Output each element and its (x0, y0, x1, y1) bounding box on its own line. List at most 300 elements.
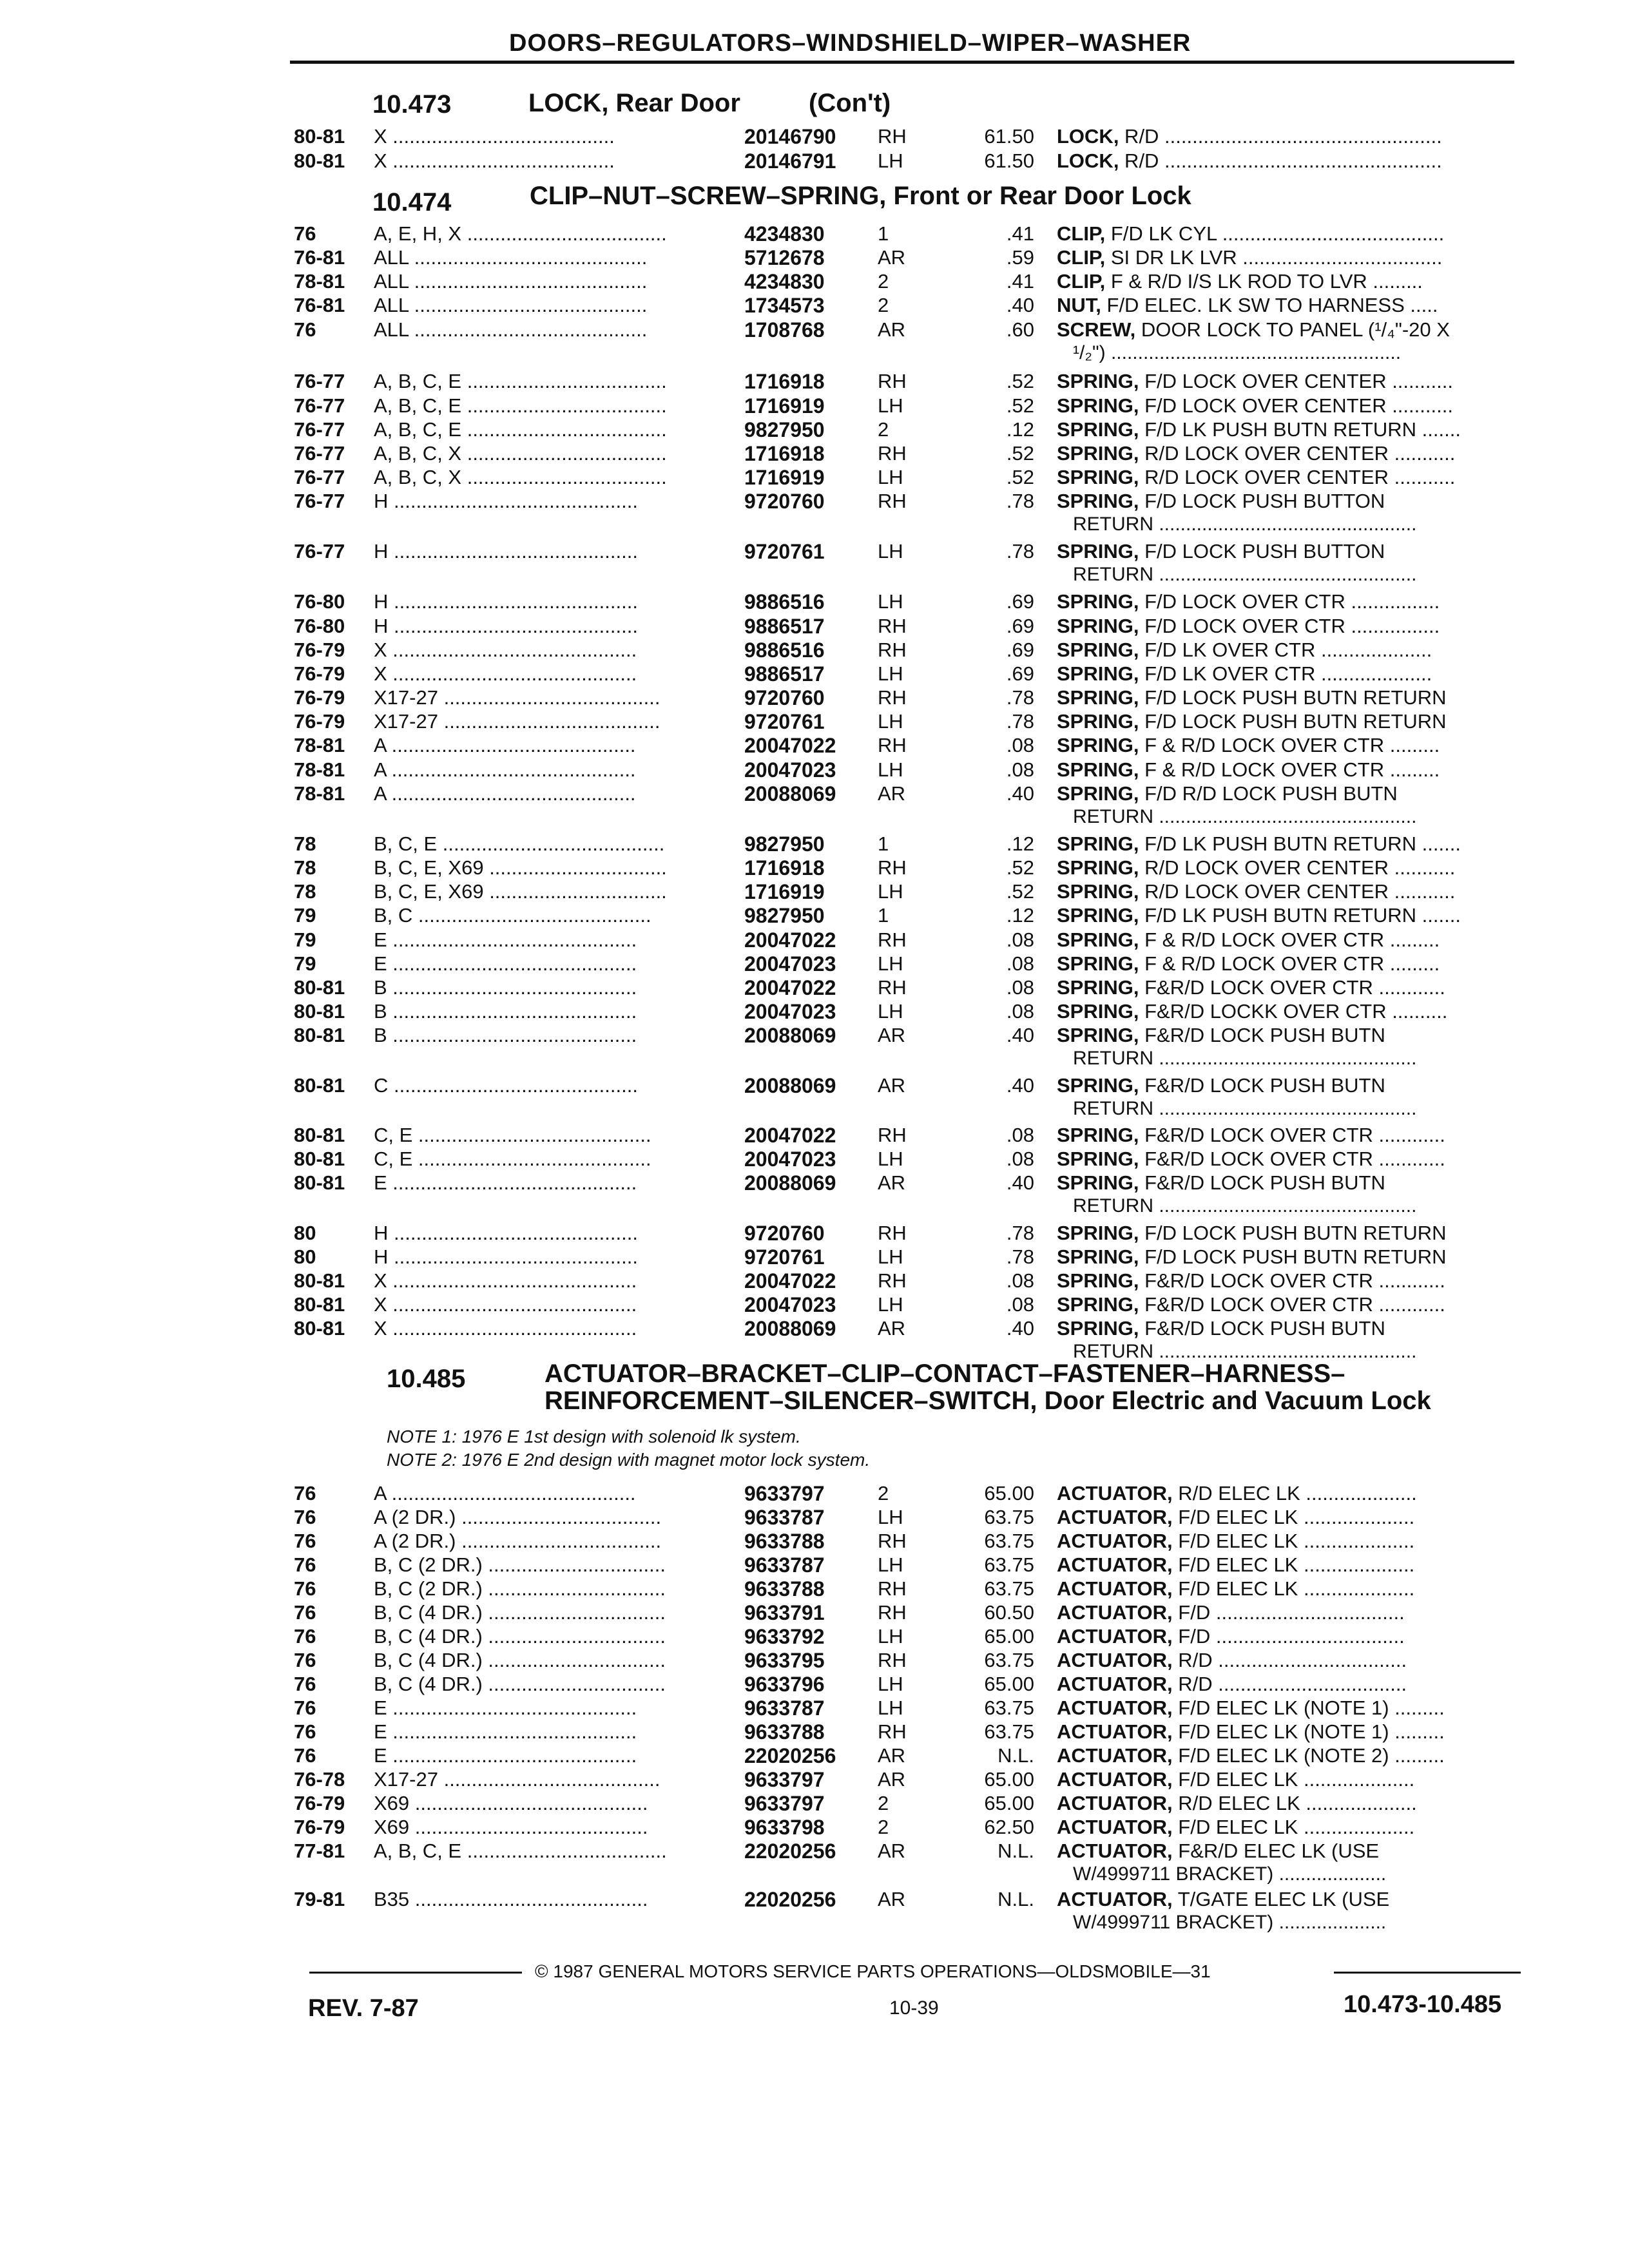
part-number: 22020256 (744, 1840, 836, 1863)
part-number: 20047023 (744, 952, 836, 975)
price: .52 (1006, 394, 1034, 417)
side-qty: RH (878, 928, 907, 951)
year-range: 76 (294, 1482, 316, 1504)
model-code: B ............................................ (374, 1000, 637, 1023)
model-code: ALL .......................................... (374, 270, 648, 293)
part-description (1057, 1317, 1521, 1340)
part-detail: F & R/D LOCK OVER CTR ......... (1139, 952, 1440, 975)
part-name: ACTUATOR, (1057, 1744, 1173, 1767)
table-row (0, 1317, 1629, 1341)
part-name: SPRING, (1057, 590, 1139, 613)
price: 65.00 (984, 1673, 1034, 1695)
part-number: 1716918 (744, 442, 825, 465)
table-row (0, 928, 1629, 952)
part-description (1057, 1024, 1521, 1047)
side-qty: RH (878, 615, 907, 637)
part-description (1057, 1840, 1521, 1863)
year-range: 78 (294, 880, 316, 903)
part-number: 9633788 (744, 1577, 825, 1600)
price: 65.00 (984, 1768, 1034, 1791)
price: .12 (1006, 832, 1034, 855)
table-row (0, 1744, 1629, 1768)
part-name: SPRING, (1057, 540, 1139, 562)
side-qty: LH (878, 880, 903, 903)
price: .52 (1006, 442, 1034, 465)
part-detail: F&R/D LOCK PUSH BUTN (1139, 1317, 1385, 1340)
part-description (1057, 590, 1521, 613)
table-row (0, 466, 1629, 490)
year-range: 80-81 (294, 1124, 345, 1146)
year-range: 77-81 (294, 1840, 345, 1862)
part-number: 9633797 (744, 1792, 825, 1815)
side-qty: LH (878, 1000, 903, 1023)
price: .78 (1006, 1245, 1034, 1268)
price: .08 (1006, 928, 1034, 951)
part-detail: F/D LOCK PUSH BUTN RETURN (1139, 710, 1447, 733)
part-description (1057, 1744, 1521, 1767)
side-qty: LH (878, 1293, 903, 1316)
part-description (1057, 370, 1521, 393)
year-range: 76 (294, 222, 316, 245)
price: .08 (1006, 1124, 1034, 1146)
year-range: 80-81 (294, 125, 345, 148)
part-detail: F/D LOCK OVER CTR ................ (1139, 590, 1440, 613)
model-code: B, C, E, X69 ................................ (374, 856, 667, 879)
side-qty: RH (878, 1649, 907, 1671)
description-continuation: W/4999711 BRACKET) .................... (1073, 1863, 1387, 1885)
part-detail: F&R/D LOCK PUSH BUTN (1139, 1024, 1385, 1046)
part-number: 4234830 (744, 222, 825, 245)
part-description (1057, 1000, 1521, 1023)
year-range: 76 (294, 1577, 316, 1600)
year-range: 76-79 (294, 1792, 345, 1814)
part-number: 1716918 (744, 370, 825, 393)
table-row (0, 880, 1629, 904)
part-number: 9827950 (744, 832, 825, 856)
part-detail: R/D .................................. (1172, 1673, 1407, 1695)
part-name: SPRING, (1057, 952, 1139, 975)
model-code: C ............................................ (374, 1074, 638, 1097)
model-code: ALL .......................................... (374, 246, 648, 269)
price: .52 (1006, 466, 1034, 488)
table-row (0, 952, 1629, 976)
part-name: ACTUATOR, (1057, 1530, 1173, 1552)
part-detail: R/D LOCK OVER CENTER ........... (1139, 442, 1456, 465)
part-description (1057, 1222, 1521, 1245)
year-range: 80 (294, 1245, 316, 1268)
part-name: ACTUATOR, (1057, 1625, 1173, 1648)
part-number: 20088069 (744, 1171, 836, 1195)
part-detail: F/D LOCK PUSH BUTN RETURN (1139, 686, 1447, 709)
year-range: 76 (294, 1553, 316, 1576)
table-row (0, 1074, 1629, 1098)
part-detail: F&R/D LOCK OVER CTR ............ (1139, 976, 1445, 999)
part-description (1057, 1888, 1521, 1911)
part-detail: R/D LOCK OVER CENTER ........... (1139, 856, 1456, 879)
table-row (0, 1816, 1629, 1840)
part-description (1057, 1720, 1521, 1744)
model-code: X17-27 ....................................... (374, 710, 660, 733)
part-name: SPRING, (1057, 615, 1139, 637)
description-continuation: RETURN ................................................ (1073, 1048, 1417, 1069)
part-number: 9633796 (744, 1673, 825, 1696)
price: N.L. (998, 1840, 1034, 1862)
price: N.L. (998, 1744, 1034, 1767)
price: .78 (1006, 490, 1034, 512)
side-qty: RH (878, 1530, 907, 1552)
side-qty: RH (878, 1577, 907, 1600)
part-name: SPRING, (1057, 686, 1139, 709)
table-row (0, 1840, 1629, 1863)
part-detail: R/D ELEC LK .................... (1172, 1482, 1417, 1504)
price: .41 (1006, 270, 1034, 293)
table-row (0, 222, 1629, 246)
part-name: LOCK, (1057, 125, 1119, 148)
description-continuation: RETURN ................................................ (1073, 514, 1417, 535)
side-qty: LH (878, 1625, 903, 1648)
part-name: SPRING, (1057, 880, 1139, 903)
part-detail: F&R/D LOCK OVER CTR ............ (1139, 1124, 1445, 1146)
year-range: 76 (294, 1673, 316, 1695)
table-row (0, 686, 1629, 710)
part-name: ACTUATOR, (1057, 1816, 1173, 1838)
part-number: 20047022 (744, 976, 836, 999)
part-name: ACTUATOR, (1057, 1720, 1173, 1743)
section-number: 10.485 (387, 1365, 466, 1393)
side-qty: RH (878, 490, 907, 512)
part-name: ACTUATOR, (1057, 1673, 1173, 1695)
part-name: SPRING, (1057, 734, 1139, 756)
table-row (0, 1720, 1629, 1744)
model-code: X69 .......................................... (374, 1792, 648, 1814)
part-detail: F&R/D LOCKK OVER CTR .......... (1139, 1000, 1448, 1023)
part-description (1057, 1148, 1521, 1171)
part-number: 9633788 (744, 1720, 825, 1744)
model-code: B ............................................ (374, 1024, 637, 1046)
table-row (0, 782, 1629, 806)
part-number: 22020256 (744, 1744, 836, 1767)
price: .52 (1006, 856, 1034, 879)
part-name: ACTUATOR, (1057, 1888, 1173, 1910)
part-number: 9633788 (744, 1530, 825, 1553)
part-description (1057, 1074, 1521, 1097)
part-description (1057, 125, 1521, 148)
part-number: 9633798 (744, 1816, 825, 1839)
part-name: SPRING, (1057, 1024, 1139, 1046)
part-number: 20047023 (744, 1148, 836, 1171)
part-number: 1734573 (744, 294, 825, 317)
price: 65.00 (984, 1482, 1034, 1504)
part-description (1057, 394, 1521, 418)
year-range: 76-80 (294, 590, 345, 613)
table-row (0, 1649, 1629, 1673)
side-qty: AR (878, 1024, 906, 1046)
price: 65.00 (984, 1625, 1034, 1648)
model-code: X ........................................ (374, 125, 615, 148)
model-code: X ............................................ (374, 1317, 637, 1340)
year-range: 76-79 (294, 710, 345, 733)
part-detail: F/D ELEC LK .................... (1172, 1816, 1415, 1838)
side-qty: AR (878, 318, 906, 341)
table-row (0, 1269, 1629, 1293)
price: .40 (1006, 1024, 1034, 1046)
model-code: X ............................................ (374, 1269, 637, 1292)
part-detail: F & R/D I/S LK ROD TO LVR ......... (1105, 270, 1423, 293)
part-description (1057, 782, 1521, 805)
part-description (1057, 1768, 1521, 1791)
side-qty: RH (878, 686, 907, 709)
price: .78 (1006, 686, 1034, 709)
part-number: 5712678 (744, 246, 825, 269)
part-number: 9886517 (744, 662, 825, 686)
table-row (0, 125, 1629, 149)
side-qty: RH (878, 976, 907, 999)
table-row (0, 832, 1629, 856)
year-range: 80 (294, 1222, 316, 1244)
price: .08 (1006, 1148, 1034, 1170)
part-detail: F/D ELEC LK .................... (1172, 1577, 1415, 1600)
price: .78 (1006, 710, 1034, 733)
table-row (0, 1293, 1629, 1317)
footer-divider-left (309, 1972, 522, 1974)
part-detail: R/D .................................. (1172, 1649, 1407, 1671)
description-continuation: RETURN ................................................ (1073, 806, 1417, 827)
part-name: SPRING, (1057, 490, 1139, 512)
model-code: X17-27 ....................................... (374, 686, 660, 709)
price: .40 (1006, 1171, 1034, 1194)
part-detail: F/D LK PUSH BUTN RETURN ....... (1139, 832, 1461, 855)
table-row (0, 1673, 1629, 1696)
part-number: 1716919 (744, 394, 825, 418)
model-code: ALL .......................................... (374, 294, 648, 316)
price: .08 (1006, 734, 1034, 756)
year-range: 78-81 (294, 782, 345, 805)
side-qty: AR (878, 1768, 906, 1791)
year-range: 76-77 (294, 370, 345, 392)
part-name: SPRING, (1057, 758, 1139, 781)
part-name: SPRING, (1057, 370, 1139, 392)
part-number: 9633795 (744, 1649, 825, 1672)
price: 61.50 (984, 149, 1034, 172)
part-detail: F/D LOCK PUSH BUTTON (1139, 490, 1385, 512)
table-row (0, 1792, 1629, 1816)
year-range: 76 (294, 1696, 316, 1719)
copyright-line: © 1987 GENERAL MOTORS SERVICE PARTS OPERATIONS—OLDSMOBILE—31 (535, 1961, 1211, 1981)
side-qty: AR (878, 1317, 906, 1340)
part-description (1057, 710, 1521, 733)
year-range: 78 (294, 832, 316, 855)
table-row (0, 590, 1629, 614)
section-title-suffix: (Con't) (809, 89, 891, 117)
part-number: 1716918 (744, 856, 825, 879)
part-name: NUT, (1057, 294, 1101, 316)
table-row (0, 1601, 1629, 1625)
model-code: A, B, C, E .................................... (374, 1840, 667, 1862)
part-name: SPRING, (1057, 976, 1139, 999)
part-name: SPRING, (1057, 832, 1139, 855)
year-range: 80-81 (294, 1269, 345, 1292)
model-code: B, C (2 DR.) ................................ (374, 1577, 666, 1600)
part-description (1057, 318, 1521, 341)
revision-label: REV. 7-87 (308, 1995, 419, 2022)
part-detail: F/D LOCK PUSH BUTTON (1139, 540, 1385, 562)
part-number: 20088069 (744, 1024, 836, 1047)
part-detail: F/D .................................. (1172, 1601, 1405, 1624)
part-name: LOCK, (1057, 149, 1119, 172)
table-row (0, 1482, 1629, 1506)
part-description (1057, 1553, 1521, 1577)
part-detail: F/D LOCK PUSH BUTN RETURN (1139, 1222, 1447, 1244)
part-number: 9827950 (744, 904, 825, 927)
year-range: 76-77 (294, 466, 345, 488)
year-range: 76 (294, 1506, 316, 1528)
part-detail: F/D ELEC LK .................... (1172, 1506, 1415, 1528)
price: .40 (1006, 1317, 1034, 1340)
year-range: 76 (294, 1720, 316, 1743)
part-detail: F&R/D LOCK OVER CTR ............ (1139, 1293, 1445, 1316)
table-row (0, 490, 1629, 514)
model-code: A ............................................ (374, 1482, 636, 1504)
part-description (1057, 1293, 1521, 1316)
price: .59 (1006, 246, 1034, 269)
model-code: X69 .......................................... (374, 1816, 648, 1838)
table-row (0, 394, 1629, 418)
year-range: 80-81 (294, 1074, 345, 1097)
model-code: H ............................................ (374, 490, 638, 512)
part-detail: F/D LOCK OVER CENTER ........... (1139, 394, 1453, 417)
part-description (1057, 1625, 1521, 1648)
price: 63.75 (984, 1696, 1034, 1719)
year-range: 76-79 (294, 686, 345, 709)
part-name: SPRING, (1057, 1148, 1139, 1170)
part-description (1057, 1530, 1521, 1553)
part-number: 20047023 (744, 1000, 836, 1023)
part-number: 9720761 (744, 1245, 825, 1269)
table-row (0, 1768, 1629, 1792)
part-detail: R/D LOCK OVER CENTER ........... (1139, 880, 1456, 903)
side-qty: LH (878, 952, 903, 975)
part-detail: F/D LK PUSH BUTN RETURN ....... (1139, 904, 1461, 927)
model-code: X ........................................ (374, 149, 615, 172)
part-number: 20047022 (744, 1269, 836, 1293)
price: .08 (1006, 1000, 1034, 1023)
year-range: 80-81 (294, 1317, 345, 1340)
year-range: 76 (294, 1744, 316, 1767)
part-number: 20047022 (744, 1124, 836, 1147)
side-qty: RH (878, 442, 907, 465)
part-number: 9720760 (744, 490, 825, 513)
year-range: 76-79 (294, 1816, 345, 1838)
table-row (0, 639, 1629, 662)
price: .69 (1006, 639, 1034, 661)
year-range: 76-77 (294, 418, 345, 441)
year-range: 80-81 (294, 1000, 345, 1023)
part-name: SPRING, (1057, 466, 1139, 488)
side-qty: RH (878, 1269, 907, 1292)
side-qty: LH (878, 710, 903, 733)
part-name: SPRING, (1057, 782, 1139, 805)
side-qty: 2 (878, 1792, 889, 1814)
part-number: 9633797 (744, 1768, 825, 1791)
model-code: E ............................................ (374, 952, 637, 975)
price: N.L. (998, 1888, 1034, 1910)
part-name: ACTUATOR, (1057, 1792, 1173, 1814)
part-description (1057, 1792, 1521, 1815)
part-detail: T/GATE ELEC LK (USE (1172, 1888, 1390, 1910)
model-code: X17-27 ....................................... (374, 1768, 660, 1791)
part-description (1057, 1649, 1521, 1672)
table-row (0, 1024, 1629, 1048)
part-description (1057, 466, 1521, 489)
part-detail: F&R/D LOCK PUSH BUTN (1139, 1171, 1385, 1194)
model-code: E ............................................ (374, 928, 637, 951)
part-name: SPRING, (1057, 856, 1139, 879)
table-row (0, 1530, 1629, 1553)
part-description (1057, 540, 1521, 563)
year-range: 76-79 (294, 639, 345, 661)
part-name: SPRING, (1057, 1269, 1139, 1292)
side-qty: LH (878, 1506, 903, 1528)
model-code: A (2 DR.) .................................... (374, 1506, 662, 1528)
part-description (1057, 856, 1521, 879)
side-qty: AR (878, 782, 906, 805)
part-name: SPRING, (1057, 1222, 1139, 1244)
part-description (1057, 1577, 1521, 1600)
price: 63.75 (984, 1506, 1034, 1528)
price: .08 (1006, 1269, 1034, 1292)
part-description (1057, 758, 1521, 782)
price: .41 (1006, 222, 1034, 245)
part-name: SPRING, (1057, 418, 1139, 441)
part-number: 9886516 (744, 639, 825, 662)
note-text: NOTE 1: 1976 E 1st design with solenoid lk system. (387, 1427, 801, 1446)
model-code: A, B, C, X .................................... (374, 466, 667, 488)
part-name: SPRING, (1057, 710, 1139, 733)
model-code: E ............................................ (374, 1696, 637, 1719)
table-row (0, 370, 1629, 394)
year-range: 76-77 (294, 540, 345, 562)
side-qty: 2 (878, 270, 889, 293)
part-name: SPRING, (1057, 1317, 1139, 1340)
part-description (1057, 442, 1521, 465)
part-description (1057, 904, 1521, 927)
header-divider (290, 61, 1514, 64)
part-number: 20047023 (744, 1293, 836, 1316)
model-code: B, C (4 DR.) ................................ (374, 1649, 666, 1671)
model-code: ALL .......................................... (374, 318, 648, 341)
price: .08 (1006, 1293, 1034, 1316)
part-number: 20047023 (744, 758, 836, 782)
price: 61.50 (984, 125, 1034, 148)
model-code: B, C, E, X69 ................................ (374, 880, 667, 903)
description-continuation: RETURN ................................................ (1073, 1341, 1417, 1362)
year-range: 76 (294, 318, 316, 341)
table-row (0, 1506, 1629, 1530)
price: 63.75 (984, 1553, 1034, 1576)
section-number: 10.474 (372, 188, 452, 216)
section-number: 10.473 (372, 90, 452, 119)
part-detail: F/D LOCK PUSH BUTN RETURN (1139, 1245, 1447, 1268)
price: .40 (1006, 782, 1034, 805)
model-code: B, C (4 DR.) ................................ (374, 1625, 666, 1648)
side-qty: AR (878, 1744, 906, 1767)
side-qty: RH (878, 1222, 907, 1244)
price: .08 (1006, 976, 1034, 999)
price: .69 (1006, 662, 1034, 685)
model-code: A, B, C, E .................................... (374, 394, 667, 417)
side-qty: RH (878, 1124, 907, 1146)
model-code: X ............................................ (374, 662, 637, 685)
